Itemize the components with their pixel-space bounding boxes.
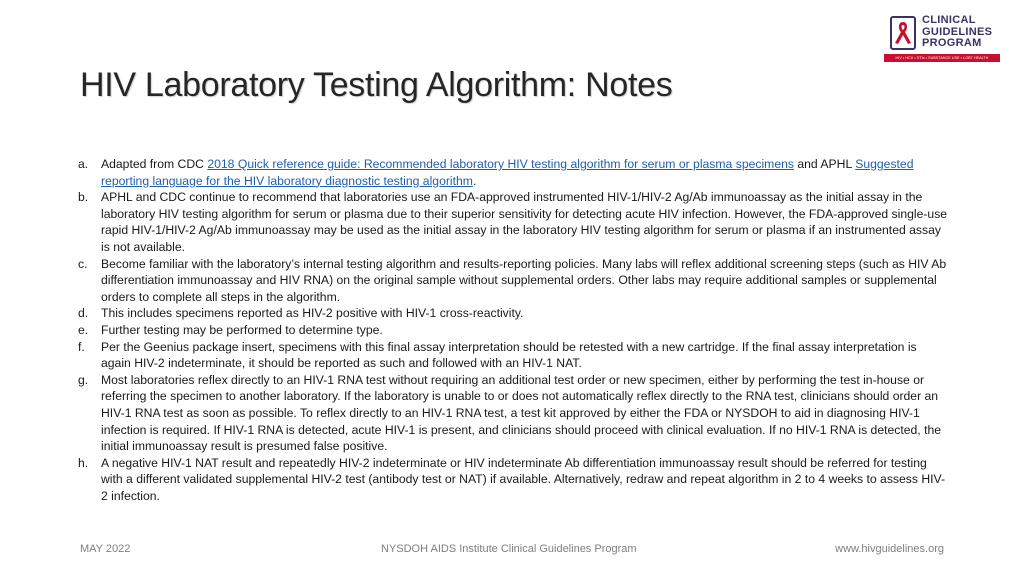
note-marker: c. (78, 256, 88, 271)
note-text: and APHL (793, 157, 856, 171)
notes-list (78, 156, 948, 504)
note-item (78, 455, 948, 505)
note-marker: a. (78, 157, 89, 171)
note-text: A negative HIV-1 NAT result and repeatedly HIV-2 indeterminate or HIV indeterminate Ab differentiation immunoassay result should be referred for testing with a different validated supplemental HIV-2 test (antibody test or NAT) if available. Alternatively, redraw and repeat algorithm in 2 to 4 weeks to assess HIV-2 infection. (101, 455, 946, 503)
note-text: Adapted from CDC (101, 157, 208, 171)
note-marker: f. (78, 339, 85, 354)
note-item (78, 305, 948, 322)
red-ribbon-icon (890, 16, 916, 50)
note-text: Become familiar with the laboratory’s internal testing algorithm and results-reporting policies. Many labs will reflex additional screening steps (such as HIV Ab differentiation immunoassay and HIV RNA) on the original sample without supplemental orders. Other labs may require additional samples or supplemental orders to complete all steps in the algorithm. (101, 256, 947, 304)
note-item (78, 339, 948, 372)
note-item (78, 372, 948, 455)
logo-tagline: HIV • HCV • STIs • SUBSTANCE USE • LGBT HEALTH (884, 54, 1000, 62)
note-text: APHL and CDC continue to recommend that laboratories use an FDA-approved instrumented HIV-1/HIV-2 Ag/Ab immunoassay as the initial assay in the laboratory HIV testing algorithm for serum or plasma due to their superior sensitivity for detecting acute HIV infection. However, the FDA-approved single-use rapid HIV-1/HIV-2 Ag/Ab immunoassay may be used as the initial assay in the laboratory HIV testing algorithm for serum or plasma if an instrumented assay is not available. (101, 190, 948, 254)
clinical-guidelines-program-logo[interactable] (884, 12, 1004, 64)
note-item (78, 156, 948, 189)
logo-line-3: PROGRAM (922, 37, 982, 49)
logo-wordmark (922, 15, 992, 50)
note-text: Further testing may be performed to determine type. (101, 322, 383, 337)
note-text: This includes specimens reported as HIV-2 positive with HIV-1 cross-reactivity. (101, 306, 524, 321)
note-text: Per the Geenius package insert, specimens with this final assay interpretation should be retested with a new cartridge. If the final assay interpretation is again HIV-2 indeterminate, it should be reported as such and followed with an HIV-1 NAT. (101, 339, 917, 371)
note-item (78, 189, 948, 255)
cdc-quick-reference-link[interactable]: 2018 Quick reference guide: Recommended laboratory HIV testing algorithm for serum or plasma specimens (207, 157, 794, 171)
note-item (78, 256, 948, 306)
page-title: HIV Laboratory Testing Algorithm: Notes (80, 66, 673, 104)
footer-date: MAY 2022 (80, 543, 131, 555)
note-marker: d. (78, 306, 89, 321)
aphl-reporting-language-link[interactable]: Suggested reporting language for the HIV laboratory diagnostic testing algorithm (101, 157, 914, 188)
note-item (78, 322, 948, 339)
logo-line-2: GUIDELINES (922, 25, 993, 38)
note-marker: b. (78, 190, 89, 205)
logo-line-1: CLINICAL (922, 14, 976, 26)
footer-program: NYSDOH AIDS Institute Clinical Guidelines Program (381, 543, 637, 555)
note-text: . (472, 173, 477, 188)
note-marker: h. (78, 455, 89, 470)
note-marker: g. (78, 372, 89, 387)
footer-url[interactable]: www.hivguidelines.org (835, 543, 944, 555)
note-text: Most laboratories reflex directly to an HIV-1 RNA test without requiring an additional test order or new specimen, either by performing the test in-house or referring the specimen to another laboratory. If the laboratory is unable to or does not automatically reflex directly to the RNA test, clinicians should order an HIV-1 RNA test as soon as possible. To reflex directly to an HIV-1 RNA test, a test kit approved by either the FDA or NYSDOH to aid in diagnosing HIV-1 infection is required. If HIV-1 RNA is detected, acute HIV-1 is present, and clinicians should proceed with clinical evaluation. If no HIV-1 RNA is detected, the initial immunoassay result is presumed false positive. (101, 372, 942, 454)
note-marker: e. (78, 322, 89, 337)
